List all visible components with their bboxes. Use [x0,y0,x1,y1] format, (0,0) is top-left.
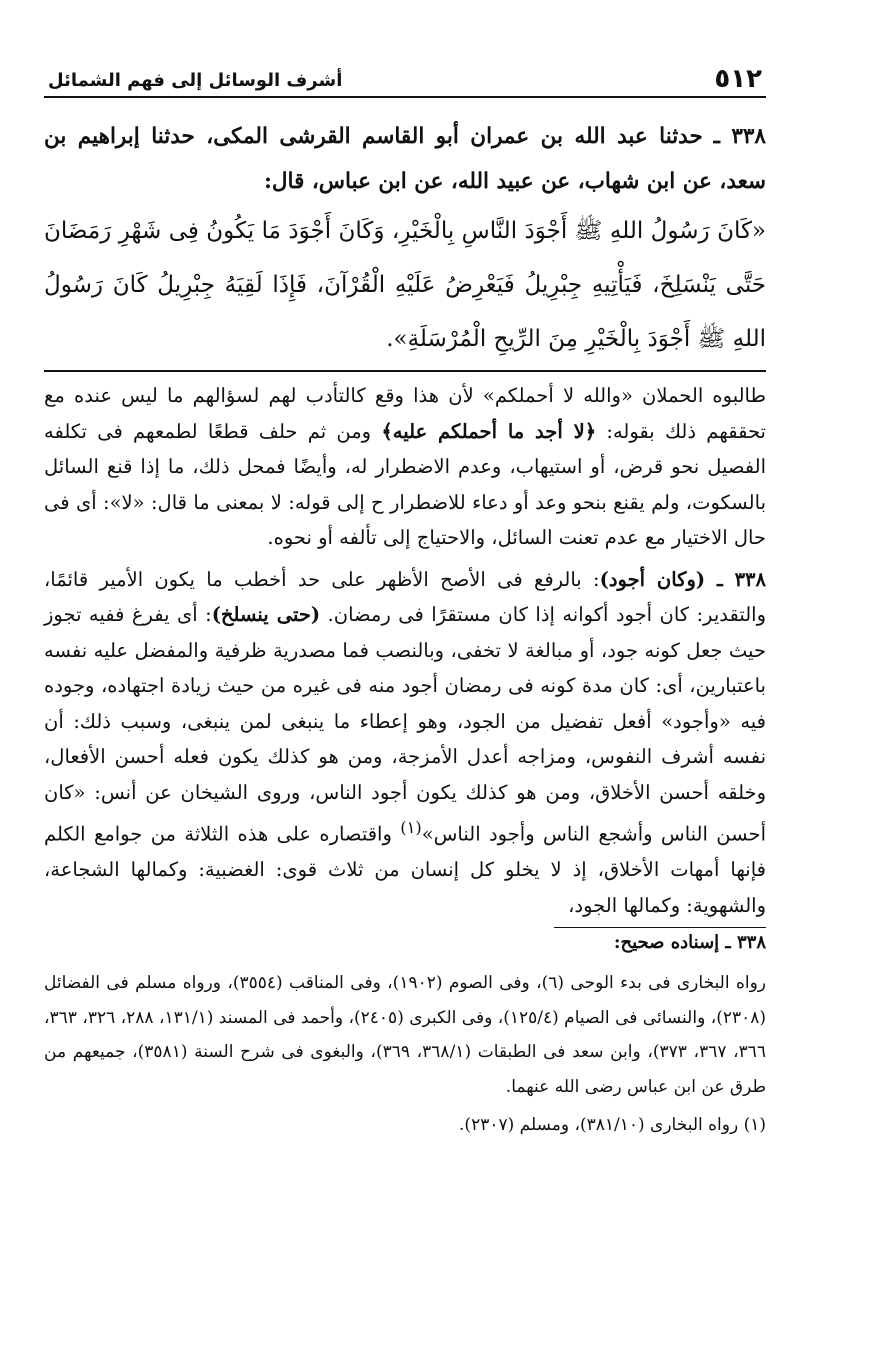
takhrij-title: ٣٣٨ ـ إسناده صحيح: [613,932,766,953]
commentary-text: واقتصاره على هذه الثلاثة من جوامع الكلم فإنها أمهات الأخلاق، إذ لا يخلو كل إنسان من ثلاث قوى: الغضبية: وكمالها الشجاعة، والشهوية: وكمالها الجود، [44,822,766,917]
commentary-paragraph [44,378,766,556]
commentary-lemma: ٣٣٨ ـ (وكان أجود) [599,567,766,591]
book-page [44,60,766,1143]
footnote-ref: (١) [400,818,422,837]
commentary-text: : أى يفرغ ففيه تجوز حيث جعل كونه جود، أو مبالغة لا تخفى، وبالنصب فما مصدرية ظرفية والمفضل عليه نفسه باعتبارين، أى: كان مدة كونه فى رمضان أجود منه فى غيره من حيث زيادة اجتهاده، وجوده فيه «وأجود» أفعل تفضيل من الجود، وهو إعطاء ما ينبغى لمن ينبغى، وسبب ذلك: أن نفسه أشرف النفوس، ومزاجه أعدل الأمزجة، ومن هو كذلك يكون فعله أحسن الأفعال، وخلقه أحسن الأخلاق، ومن هو كذلك يكون أجود الناس، وروى الشيخان عن أنس: «كان أحسن الناس وأشجع الناس وأجود الناس» [44,603,766,846]
footnotes [44,928,766,1143]
hadith-matn: «كَانَ رَسُولُ اللهِ ﷺ أَجْوَدَ النَّاسِ بِالْخَيْرِ، وَكَانَ أَجْوَدَ مَا يَكُونُ فِى شَهْرِ رَمَضَانَ حَتَّى يَنْسَلِخَ، فَيَأْتِيهِ جِبْرِيلُ فَيَعْرِضُ عَلَيْهِ الْقُرْآنَ، فَإِذَا لَقِيَهُ جِبْرِيلُ كَانَ رَسُولُ اللهِ ﷺ أَجْوَدَ بِالْخَيْرِ مِنَ الرِّيحِ الْمُرْسَلَةِ». [44,218,766,352]
running-title: أشرف الوسائل إلى فهم الشمائل [48,70,343,91]
quran-quote: ﴿لا أجد ما أحملكم عليه﴾ [381,419,597,443]
footnote-1: (١) رواه البخارى (٣٨١/١٠)، ومسلم (٢٣٠٧). [459,1115,766,1135]
hadith-block [44,114,766,366]
takhrij-text: رواه البخارى فى بدء الوحى (٦)، وفى الصوم (١٩٠٢)، وفى المناقب (٣٥٥٤)، ورواه مسلم فى الفضائل (٢٣٠٨)، والنسائى فى الصيام (١٢٥/٤)، وفى الكبرى (٢٤٠٥)، وأحمد فى المسند (١٣١/١، ٢٨٨، ٣٢٦، ٣٦٣، ٣٦٦، ٣٦٧، ٣٧٣)، وابن سعد فى الطبقات (٣٦٨/١، ٣٦٩)، والبغوى فى شرح السنة (٣٥٨١)، جميعهم من طرق عن ابن عباس رضى الله عنهما. [44,973,767,1097]
page-header [44,60,766,98]
commentary-lemma: (حتى ينسلخ) [211,603,321,626]
hadith-number: ٣٣٨ ـ [713,124,766,149]
page-number: ٥١٢ [714,64,762,94]
commentary-text: : بالرفع فى الأصح الأظهر على حد أخطب ما يكون الأمير قائمًا، والتقدير: كان أجود أكوانه إذا كان مستقرًا فى رمضان. [44,567,767,626]
section-divider [44,370,766,372]
hadith-isnad [44,114,766,204]
commentary-text: ومن ثم حلف قطعًا لطمعهم فى تكلفه الفصيل نحو قرض، أو استيهاب، وعدم الاضطرار له، وأيضًا فمحل ذلك، ما إذا قنع السائل بالسكوت، ولم يقنع بنحو وعد أو دعاء للاضطرار ح إلى قوله: لا بمعنى ما قال: «لا»: أى فى حال الاختيار مع عدم تعنت السائل، والاحتياج إلى تألفه أو نحوه. [44,419,766,549]
commentary [44,378,766,923]
commentary-paragraph [44,562,766,924]
hadith-isnad-text: حدثنا عبد الله بن عمران أبو القاسم القرشى المكى، حدثنا إبراهيم بن سعد، عن ابن شهاب، عن عبيد الله، عن ابن عباس، قال: [44,124,766,194]
commentary-text: طالبوه الحملان «والله لا أحملكم» لأن هذا وقع كالتأدب لهم لسؤالهم ما ليس عنده مع تحققهم ذلك بقوله: [44,384,766,443]
